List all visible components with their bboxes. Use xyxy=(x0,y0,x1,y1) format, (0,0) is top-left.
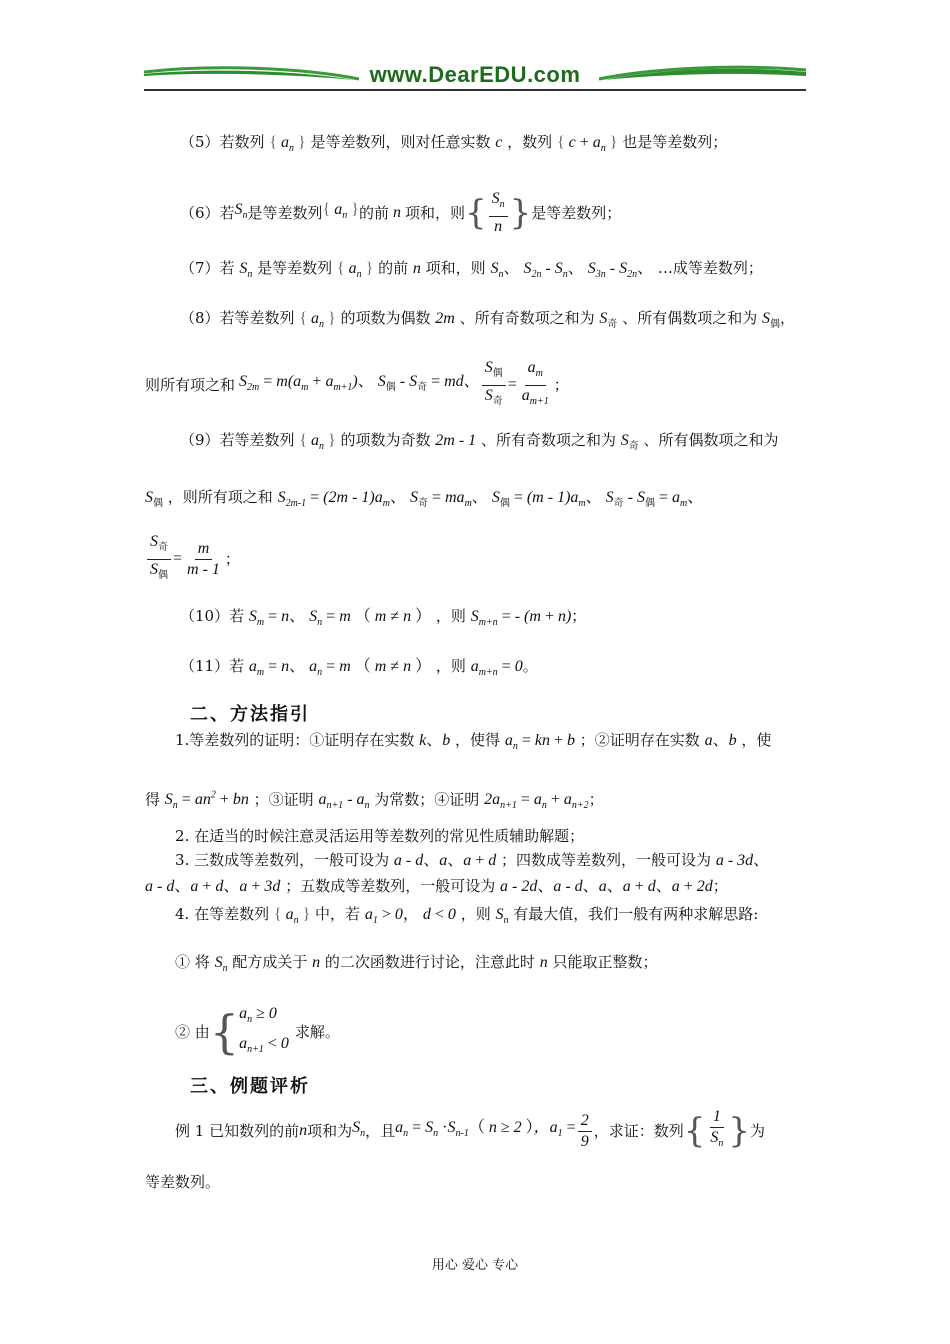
formula: $\frac{2}{9}$ xyxy=(578,1111,592,1152)
text: 项和，则 xyxy=(425,259,486,277)
formula: $S_n$、 $S_{2n} - S_n$、 $S_{3n} - S_{2n}$、 xyxy=(490,260,654,281)
formula: a - d、a、a + d xyxy=(393,852,497,869)
text: 、所有奇数项之和为 xyxy=(459,309,595,327)
item-9-frac: $\frac{S_奇}{S_偶}$ = $\frac{m}{m - 1}$ ； xyxy=(145,534,240,584)
text: 例 1 已知数列的前 xyxy=(175,1122,300,1140)
formula: c xyxy=(495,134,503,151)
text: （6）若 xyxy=(180,204,235,222)
text: ，使得 xyxy=(455,731,501,749)
text: ，则 xyxy=(435,607,466,625)
text: （8）若等差数列 xyxy=(180,309,295,327)
item-8: （8）若等差数列 { $a_n$ } 的项数为偶数 2m 、所有奇数项之和为 $S_奇$ 、所有偶数项之和为 $S_偶$， xyxy=(180,309,796,331)
formula: { $a_n$ } xyxy=(269,134,306,155)
text: ，数列 xyxy=(507,133,553,151)
formula: $a_n = S_n \cdot S_{n-1}$（ n ≥ 2 ），$a_1$ = xyxy=(395,1118,576,1140)
text: ，则所有项之和 xyxy=(167,488,273,506)
formula: { $a_n \ge 0$ $a_{n+1} < 0$ xyxy=(209,1004,289,1059)
method-2: 2. 在适当的时候注意灵活运用等差数列的常见性质辅助解题； xyxy=(175,827,585,845)
text: 只能取正整数； xyxy=(552,953,658,971)
formula: $S_{m+n}$ = - (m + n) xyxy=(470,608,572,629)
text: ，则 xyxy=(460,905,491,923)
formula: k、b xyxy=(419,732,451,749)
formula: n xyxy=(539,954,548,971)
text: 有最大值，我们一般有两种求解思路: xyxy=(513,905,759,923)
text: ，且 xyxy=(365,1122,396,1140)
text: 、所有偶数项之和为 xyxy=(643,431,779,449)
text: 为 xyxy=(749,1122,765,1140)
formula: $S_偶$ xyxy=(762,310,780,331)
formula: $\frac{S_奇}{S_偶}$ xyxy=(147,532,171,585)
text: 是等差数列 xyxy=(247,204,323,222)
text: 也是等差数列； xyxy=(622,133,728,151)
formula: { $a_n$ } xyxy=(322,200,359,222)
example-1 xyxy=(175,1106,765,1156)
formula: n xyxy=(412,260,421,277)
method-1-cont: 得 $S_n = an^2$ + bn ；③证明 $a_{n+1} - a_n$ 为常数；④证明 $2a_{n+1} = a_n + a_{n+2}$； xyxy=(145,790,604,812)
text: 求解。 xyxy=(294,1023,340,1041)
text: 的二次函数进行讨论，注意此时 xyxy=(324,953,535,971)
text: ；②证明存在实数 xyxy=(579,731,700,749)
formula: n xyxy=(312,954,321,971)
formula: 2m - 1 xyxy=(435,432,477,449)
text: ；五数成等差数列，一般可设为 xyxy=(285,877,496,895)
text: 的前 xyxy=(358,204,389,222)
formula: $S_奇$ xyxy=(620,432,639,453)
formula: $2a_{n+1} = a_n + a_{n+2}$ xyxy=(484,791,589,812)
text: 是等差数列； xyxy=(531,204,622,222)
text: 项和为 xyxy=(307,1122,353,1140)
formula: $S_n = an^2$ + bn xyxy=(164,790,249,812)
text: 是等差数列 xyxy=(257,259,333,277)
item-9-cont xyxy=(145,487,703,514)
text: …成等差数列； xyxy=(657,259,763,277)
formula: $a_m = n$、 $a_n = m$ （ m ≠ n ） xyxy=(248,658,432,679)
formula: $\frac{a_m}{a_{m+1}}$ xyxy=(521,359,549,407)
formula: $S_偶$ xyxy=(145,489,163,510)
formula: { $a_n$ } xyxy=(299,432,336,453)
formula: a - d、a + d、a + 3d xyxy=(145,878,281,895)
text: ，求证：数列 xyxy=(593,1122,684,1140)
formula: 2m xyxy=(435,310,455,327)
header-rule xyxy=(144,89,806,91)
method-3-cont: a - d、a + d、a + 3d ；五数成等差数列，一般可设为 a - 2d、a - d、a、a + d、a + 2d； xyxy=(145,877,728,895)
text: 1.等差数列的证明：①证明存在实数 xyxy=(175,731,415,749)
text: 的前 xyxy=(378,259,409,277)
formula: a - 3d、 xyxy=(715,852,770,869)
method-4 xyxy=(175,904,758,931)
text: 则所有项之和 xyxy=(145,376,236,394)
text: 、所有偶数项之和为 xyxy=(622,309,758,327)
formula: n xyxy=(388,204,405,221)
formula: { $a_n$ } xyxy=(273,906,311,927)
text: 3. 三数成等差数列，一般可设为 xyxy=(175,851,390,869)
formula: a - 2d、a - d、a、a + d、a + 2d xyxy=(500,878,713,895)
formula: $S_m = n$、 $S_n = m$ （ m ≠ n ） xyxy=(248,608,432,629)
text: 、所有奇数项之和为 xyxy=(480,431,616,449)
formula: { $\frac{S_n}{n}$ } xyxy=(464,190,532,235)
formula: a、b xyxy=(704,732,737,749)
text: （5）若数列 xyxy=(180,133,265,151)
text: （7）若 xyxy=(180,259,235,277)
formula: $\frac{m}{m - 1}$ xyxy=(187,539,220,578)
section-heading-examples: 三、例题评析 xyxy=(190,1076,310,1097)
text: ；四数成等差数列，一般可设为 xyxy=(501,851,712,869)
formula: $S_{2m} = m(a_m + a_{m+1})$、 $S_偶 - S_奇$ = md、 xyxy=(235,372,480,394)
formula: $S_n$ xyxy=(495,906,509,927)
method-4-a xyxy=(175,952,658,979)
text: ② 由 xyxy=(175,1023,210,1041)
item-6 xyxy=(180,188,621,238)
formula: { $a_n$ } xyxy=(336,260,374,281)
text: ，使 xyxy=(741,731,772,749)
text: 项和，则 xyxy=(404,204,465,222)
text: 配方成关于 xyxy=(232,953,308,971)
formula: n xyxy=(299,1122,308,1139)
text: ① 将 xyxy=(175,953,210,971)
text: 的项数为奇数 xyxy=(340,431,431,449)
item-7 xyxy=(180,258,763,285)
text: （10）若 xyxy=(180,607,245,625)
text: 4. 在等差数列 xyxy=(175,905,270,923)
item-5 xyxy=(180,132,727,159)
formula: $S_{2m-1} = (2m - 1)a_m$、 $S_奇 = ma_m$、 $S_偶 = (m - 1)a_m$、 $S_奇 - S_偶 = a_m$、 xyxy=(277,489,704,510)
formula: $S_n$ xyxy=(352,1118,366,1140)
formula: $a_{n+1} - a_n$ xyxy=(318,791,370,812)
formula: $a_{m+n} = 0$ xyxy=(470,658,523,679)
example-1-cont: 等差数列。 xyxy=(145,1173,221,1191)
text: 得 xyxy=(145,790,161,809)
text: （9）若等差数列 xyxy=(180,431,295,449)
text: ；③证明 xyxy=(253,790,314,809)
text: 的项数为偶数 xyxy=(340,309,431,327)
formula: { $c + a_n$ } xyxy=(556,134,618,155)
formula: $S_n$ xyxy=(234,200,248,222)
formula: $a_1 > 0$， d < 0 xyxy=(364,906,456,927)
item-8-cont: 则所有项之和 $S_{2m} = m(a_m + a_{m+1})$、 $S_偶 - S_奇$ = md、 $\frac{S_偶}{S_奇}$ = $\frac{a_m}{a_{m+1}}$ ； xyxy=(145,358,569,412)
formula: $a_n$ = kn + b xyxy=(504,732,575,753)
text: （11）若 xyxy=(180,657,245,675)
item-11: （11）若 $a_m = n$、 $a_n = m$ （ m ≠ n ） ，则 $a_{m+n} = 0$。 xyxy=(180,657,538,679)
formula: { $\frac{1}{S_n}$ } xyxy=(683,1108,750,1151)
formula: { $a_n$ } xyxy=(299,310,336,331)
text: ，则 xyxy=(435,657,466,675)
item-9 xyxy=(180,430,779,457)
site-logo-text: www.DearEDU.com xyxy=(369,62,581,87)
method-3 xyxy=(175,850,769,871)
text: 是等差数列，则对任意实数 xyxy=(310,133,491,151)
formula: $\frac{S_偶}{S_奇}$ xyxy=(482,358,506,411)
text: 为常数；④证明 xyxy=(374,790,480,809)
text: 中，若 xyxy=(315,905,361,923)
method-1 xyxy=(175,730,771,757)
section-heading-methods: 二、方法指引 xyxy=(190,704,310,725)
item-10: （10）若 $S_m = n$、 $S_n = m$ （ m ≠ n ） ，则 $S_{m+n}$ = - (m + n)； xyxy=(180,607,587,629)
footer-text: 用心 爱心 专心 xyxy=(431,1258,519,1273)
formula: $S_奇$ xyxy=(599,310,618,331)
formula: $S_n$ xyxy=(239,260,253,281)
method-4-b xyxy=(175,1004,340,1060)
formula: $S_n$ xyxy=(214,954,228,975)
